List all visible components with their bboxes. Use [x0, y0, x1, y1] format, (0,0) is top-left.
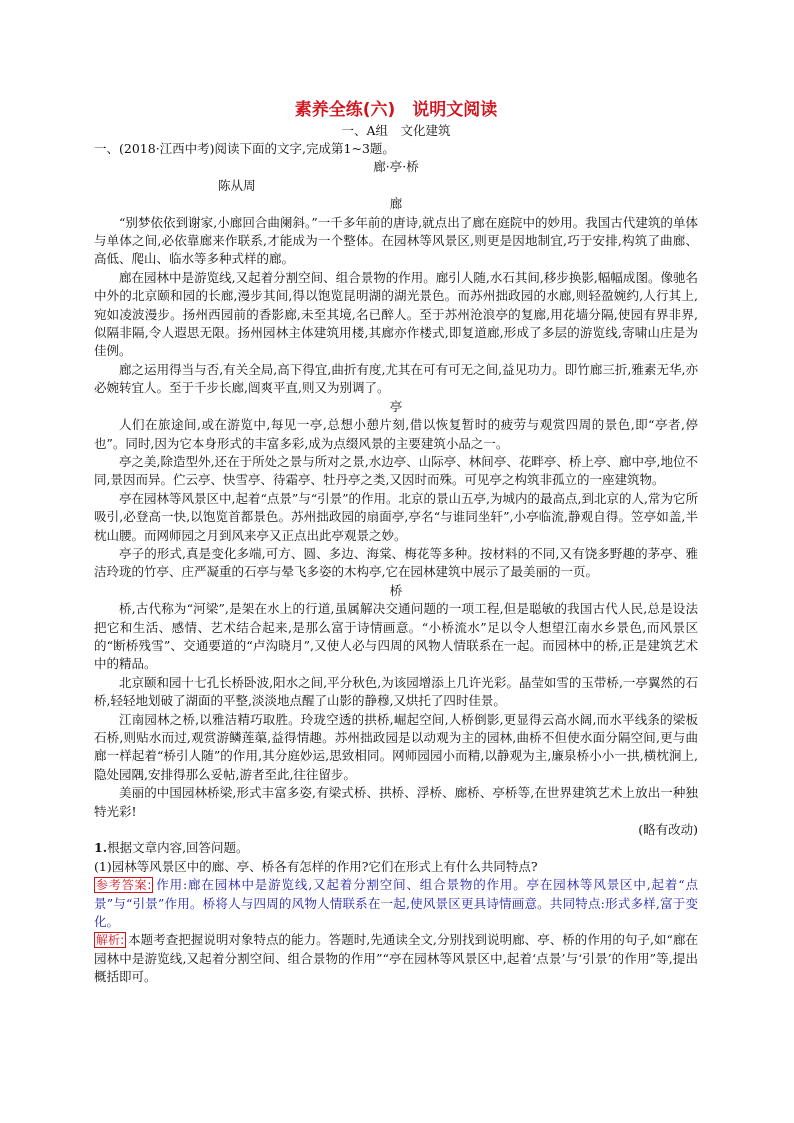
answer-tag: 参考答案:	[96, 878, 152, 893]
section-heading-qiao: 桥	[389, 582, 403, 598]
paragraph: 亭子的形式,真是变化多端,可方、圆、多边、海棠、梅花等多种。按材料的不同,又有饶多野趣的茅亭、雅洁玲珑的竹亭、庄严凝重的石亭与晕飞多姿的木构亭,它在园林建筑中展示了最美丽的一页。	[94, 545, 698, 580]
analysis-block	[94, 931, 698, 986]
paragraph: 北京颐和园十七孔长桥卧波,阳水之间,平分秋色,为该园增添上几许光彩。晶莹如雪的玉带桥,一亭翼然的石桥,轻轻地划破了湖面的平整,淡淡地点醒了山影的静穆,又烘托了四时佳景。	[94, 674, 698, 709]
analysis-text: 本题考查把握说明对象特点的能力。答题时,先通读全文,分别找到说明廊、亭、桥的作用的句子,如“廊在园林中是游览线,又起着分割空间、组合景物的作用”“亭在园林等风景区中,起着‘点景’与‘引景’的作用”等,提出概括即可。	[94, 932, 698, 985]
article-title: 廊·亭·桥	[373, 159, 419, 175]
paragraph: 亭之美,除造型外,还在于所处之景与所对之景,水边亭、山际亭、林间亭、花畔亭、桥上亭、廊中亭,地位不同,景因而异。伫云亭、快雪亭、待霜亭、牡丹亭之类,又因时而殊。可见亭之构筑非孤立的一座建筑物。	[94, 453, 698, 488]
question-stem	[94, 839, 698, 857]
page-title: 素养全练(六) 说明文阅读	[294, 100, 498, 120]
paragraph: 人们在旅途间,或在游览中,每见一亭,总想小憩片刻,借以恢复暂时的疲劳与观赏四周的景色,即“亭者,停也”。同时,因为它本身形式的丰富多彩,成为点缀风景的主要建筑小品之一。	[94, 417, 698, 451]
question-text: 根据文章内容,回答问题。	[107, 840, 249, 856]
question-intro: 一、(2018·江西中考)阅读下面的文字,完成第1~3题。	[94, 141, 395, 156]
document-page	[94, 98, 698, 987]
section-heading-ting: 亭	[389, 398, 403, 414]
question-number: 1.	[94, 840, 108, 856]
sub-question: (1)园林等风景区中的廊、亭、桥各有怎样的作用?它们在形式上有什么共同特点?	[94, 858, 538, 874]
analysis-tag: 解析:	[96, 933, 125, 948]
paragraph: 桥,古代称为“河梁”,是架在水上的行道,虽属解决交通问题的一项工程,但是聪敏的我国古代人民,总是设法把它和生活、感情、艺术结合起来,是那么富于诗情画意。“小桥流水”足以令人想望江南水乡景色,而风景区的“断桥残雪”、交通要道的“卢沟晓月”,又使人必与四周的风物人情联系在一起。而园林中的桥,正是建筑艺术中的精品。	[94, 601, 698, 672]
adaptation-note: (略有改动)	[638, 822, 698, 838]
paragraph: 亭在园林等风景区中,起着“点景”与“引景”的作用。北京的景山五亭,为城内的最高点,到北京的人,常为它所吸引,必登高一快,以饱览首都景色。苏州拙政园的扇面亭,亭名“与谁同坐轩”,小亭临流,静观自得。笠亭如盖,半枕山腰。而网师园之月到风来亭又正点出此亭观景之妙。	[94, 490, 698, 543]
paragraph: 美丽的中国园林桥梁,形式丰富多姿,有梁式桥、拱桥、浮桥、廊桥、亭桥等,在世界建筑艺术上放出一种独特光彩!	[94, 785, 698, 819]
group-title: 一、A组 文化建筑	[341, 123, 451, 138]
answer-block	[94, 876, 698, 931]
paragraph: 廊之运用得当与否,有关全局,高下得宜,曲折有度,尤其在可有可无之间,益见功力。即竹廊三折,雅素无华,亦必婉转宜人。至于千步长廊,闿爽平直,则又为别调了。	[94, 361, 698, 396]
paragraph: 廊在园林中是游览线,又起着分割空间、组合景物的作用。廊引人随,水石其间,移步换影,幅幅成图。像驰名中外的北京颐和园的长廊,漫步其间,得以饱览昆明湖的湖光景色。而苏州拙政园的水廊,则轻盈婉约,人行其上,宛如凌波漫步。扬州西园前的香影廊,未至其境,名已醉人。至于苏州沧浪亭的复廊,用花墙分隔,使园有界非界,似隔非隔,令人遐思无限。扬州园林主体建筑用楼,其廊亦作楼式,即复道廊,形成了多层的游览线,寄啸山庄是为佳例。	[94, 269, 698, 359]
answer-text: 作用:廊在园林中是游览线,又起着分割空间、组合景物的作用。亭在园林等风景区中,起着“点景”与“引景”作用。桥将人与四周的风物人情联系在一起,使风景区更具诗情画意。共同特点:形式多样,富于变化。	[94, 877, 698, 930]
paragraph: 江南园林之桥,以雅洁精巧取胜。玲珑空透的拱桥,崛起空间,人桥倒影,更显得云高水阔,而水平线条的梁板石桥,则贴水而过,观赏游鳞莲蕖,益得情趣。苏州拙政园是以动观为主的园林,曲桥不但使水面分隔空间,更与曲廊一样起着“桥引人随”的作用,其分庭妙运,思致相同。网师园园小而精,以静观为主,廉泉桥小小一拱,横枕涧上,隐处园隅,安排得那么妥帖,游者至此,往往留步。	[94, 711, 698, 782]
section-heading-lang: 廊	[389, 196, 403, 212]
article-author: 陈从周	[218, 177, 256, 193]
paragraph: “别梦依依到谢家,小廊回合曲阑斜。”一千多年前的唐诗,就点出了廊在庭院中的妙用。我国古代建筑的单体与单体之间,必依靠廊来作联系,才能成为一个整体。在园林等风景区,则更是因地制宜,巧于安排,构筑了曲廊、高低、爬山、临水等多种式样的廊。	[94, 214, 698, 267]
